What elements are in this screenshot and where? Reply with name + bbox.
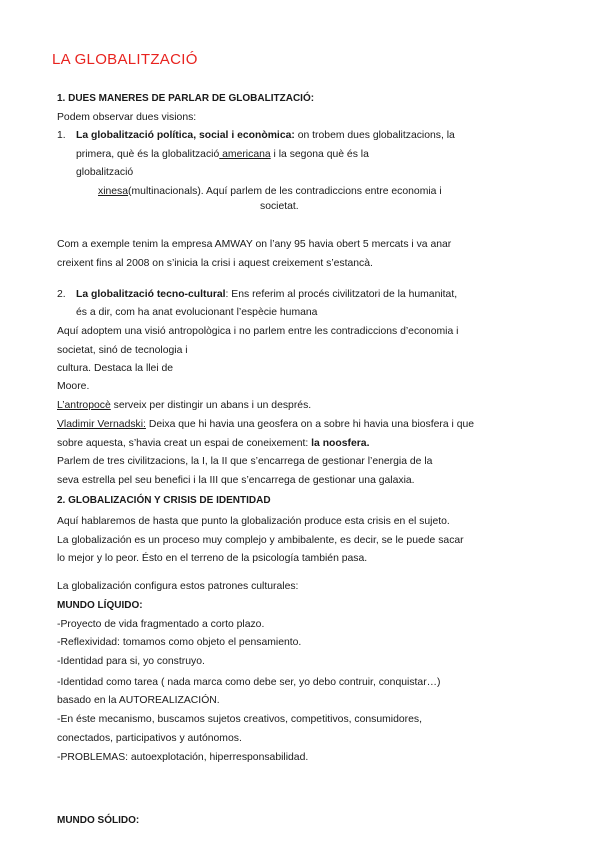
list-item: -Identidad para si, yo construyo. — [57, 656, 205, 667]
item-2-line-2: és a dir, com ha anat evolucionant l’espècie humana — [76, 307, 318, 318]
mundo-solido-heading: MUNDO SÓLIDO: — [57, 815, 140, 826]
list-item-continuation: basado en la AUTOREALIZACIÓN. — [57, 695, 220, 706]
list-item: -Reflexividad: tomamos como objeto el pensamiento. — [57, 637, 302, 648]
paragraph-4-line-2: seva estrella pel seu benefici i la III que s’encarrega de gestionar una galaxia. — [57, 475, 415, 486]
item-2-line-1: La globalització tecno-cultural: Ens referim al procés civilitzatori de la humanitat, — [76, 289, 458, 300]
list-item-continuation: conectados, participativos y autónomos. — [57, 733, 242, 744]
paragraph-1-line-1: Aquí adoptem una visió antropològica i no parlem entre les contradiccions d’economia i — [57, 326, 459, 337]
list-item: -Proyecto de vida fragmentado a corto plazo. — [57, 619, 265, 630]
section-2-heading: 2. GLOBALIZACIÓN Y CRISIS DE IDENTIDAD — [57, 495, 271, 506]
list-item: -Identidad como tarea ( nada marca como debe ser, yo debo contruir, conquistar…) — [57, 677, 441, 688]
section-2-paragraph-2-line-1: La globalización es un proceso muy complejo y ambibalente, es decir, se le puede sacar — [57, 535, 464, 546]
item-1-line-2: primera, què és la globalització americana i la segona què és la — [76, 149, 369, 160]
paragraph-4-line-1: Parlem de tres civilitzacions, la I, la II que s’encarrega de gestionar l’energia de la — [57, 456, 433, 467]
mundo-liquido-heading: MUNDO LÍQUIDO: — [57, 600, 143, 611]
section-1-intro: Podem observar dues visions: — [57, 112, 197, 123]
section-2-paragraph-2-line-2: lo mejor y lo peor. Ésto en el terreno de la psicología también pasa. — [57, 553, 368, 564]
list-item: -PROBLEMAS: autoexplotación, hiperresponsabilidad. — [57, 752, 309, 763]
paragraph-2: L’antropocè serveix per distingir un abans i un després. — [57, 400, 312, 411]
item-1-number: 1. — [57, 130, 66, 141]
paragraph-3-line-1: Vladimir Vernadski: Deixa que hi havia una geosfera on a sobre hi havia una biosfera i que — [57, 419, 475, 430]
paragraph-1-line-2: societat, sinó de tecnologia i — [57, 345, 188, 356]
item-1-line-3: globalització — [76, 167, 134, 178]
example-line-2: creixent fins al 2008 on s’inicia la crisi i aquest creixement s’estancà. — [57, 258, 373, 269]
item-1-line-5: societat. — [260, 201, 299, 212]
item-1-line-4: xinesa(multinacionals). Aquí parlem de les contradiccions entre economia i — [98, 186, 442, 197]
item-1-line-1: La globalització política, social i econòmica: on trobem dues globalitzacions, la — [76, 130, 455, 141]
section-1-heading: 1. DUES MANERES DE PARLAR DE GLOBALITZACIÓ: — [57, 93, 315, 104]
example-line-1: Com a exemple tenim la empresa AMWAY on l’any 95 havia obert 5 mercats i va anar — [57, 239, 452, 250]
document-title: LA GLOBALITZACIÓ — [52, 51, 198, 68]
list-item: -En éste mecanismo, buscamos sujetos creativos, competitivos, consumidores, — [57, 714, 422, 725]
item-2-number: 2. — [57, 289, 66, 300]
section-2-paragraph-1: Aquí hablaremos de hasta que punto la globalización produce esta crisis en el sujeto. — [57, 516, 450, 527]
paragraph-1-line-4: Moore. — [57, 381, 90, 392]
section-2-paragraph-3: La globalización configura estos patrones culturales: — [57, 581, 299, 592]
paragraph-1-line-3: cultura. Destaca la llei de — [57, 363, 174, 374]
paragraph-3-line-2: sobre aquesta, s’havia creat un espai de coneixement: la noosfera. — [57, 438, 370, 449]
